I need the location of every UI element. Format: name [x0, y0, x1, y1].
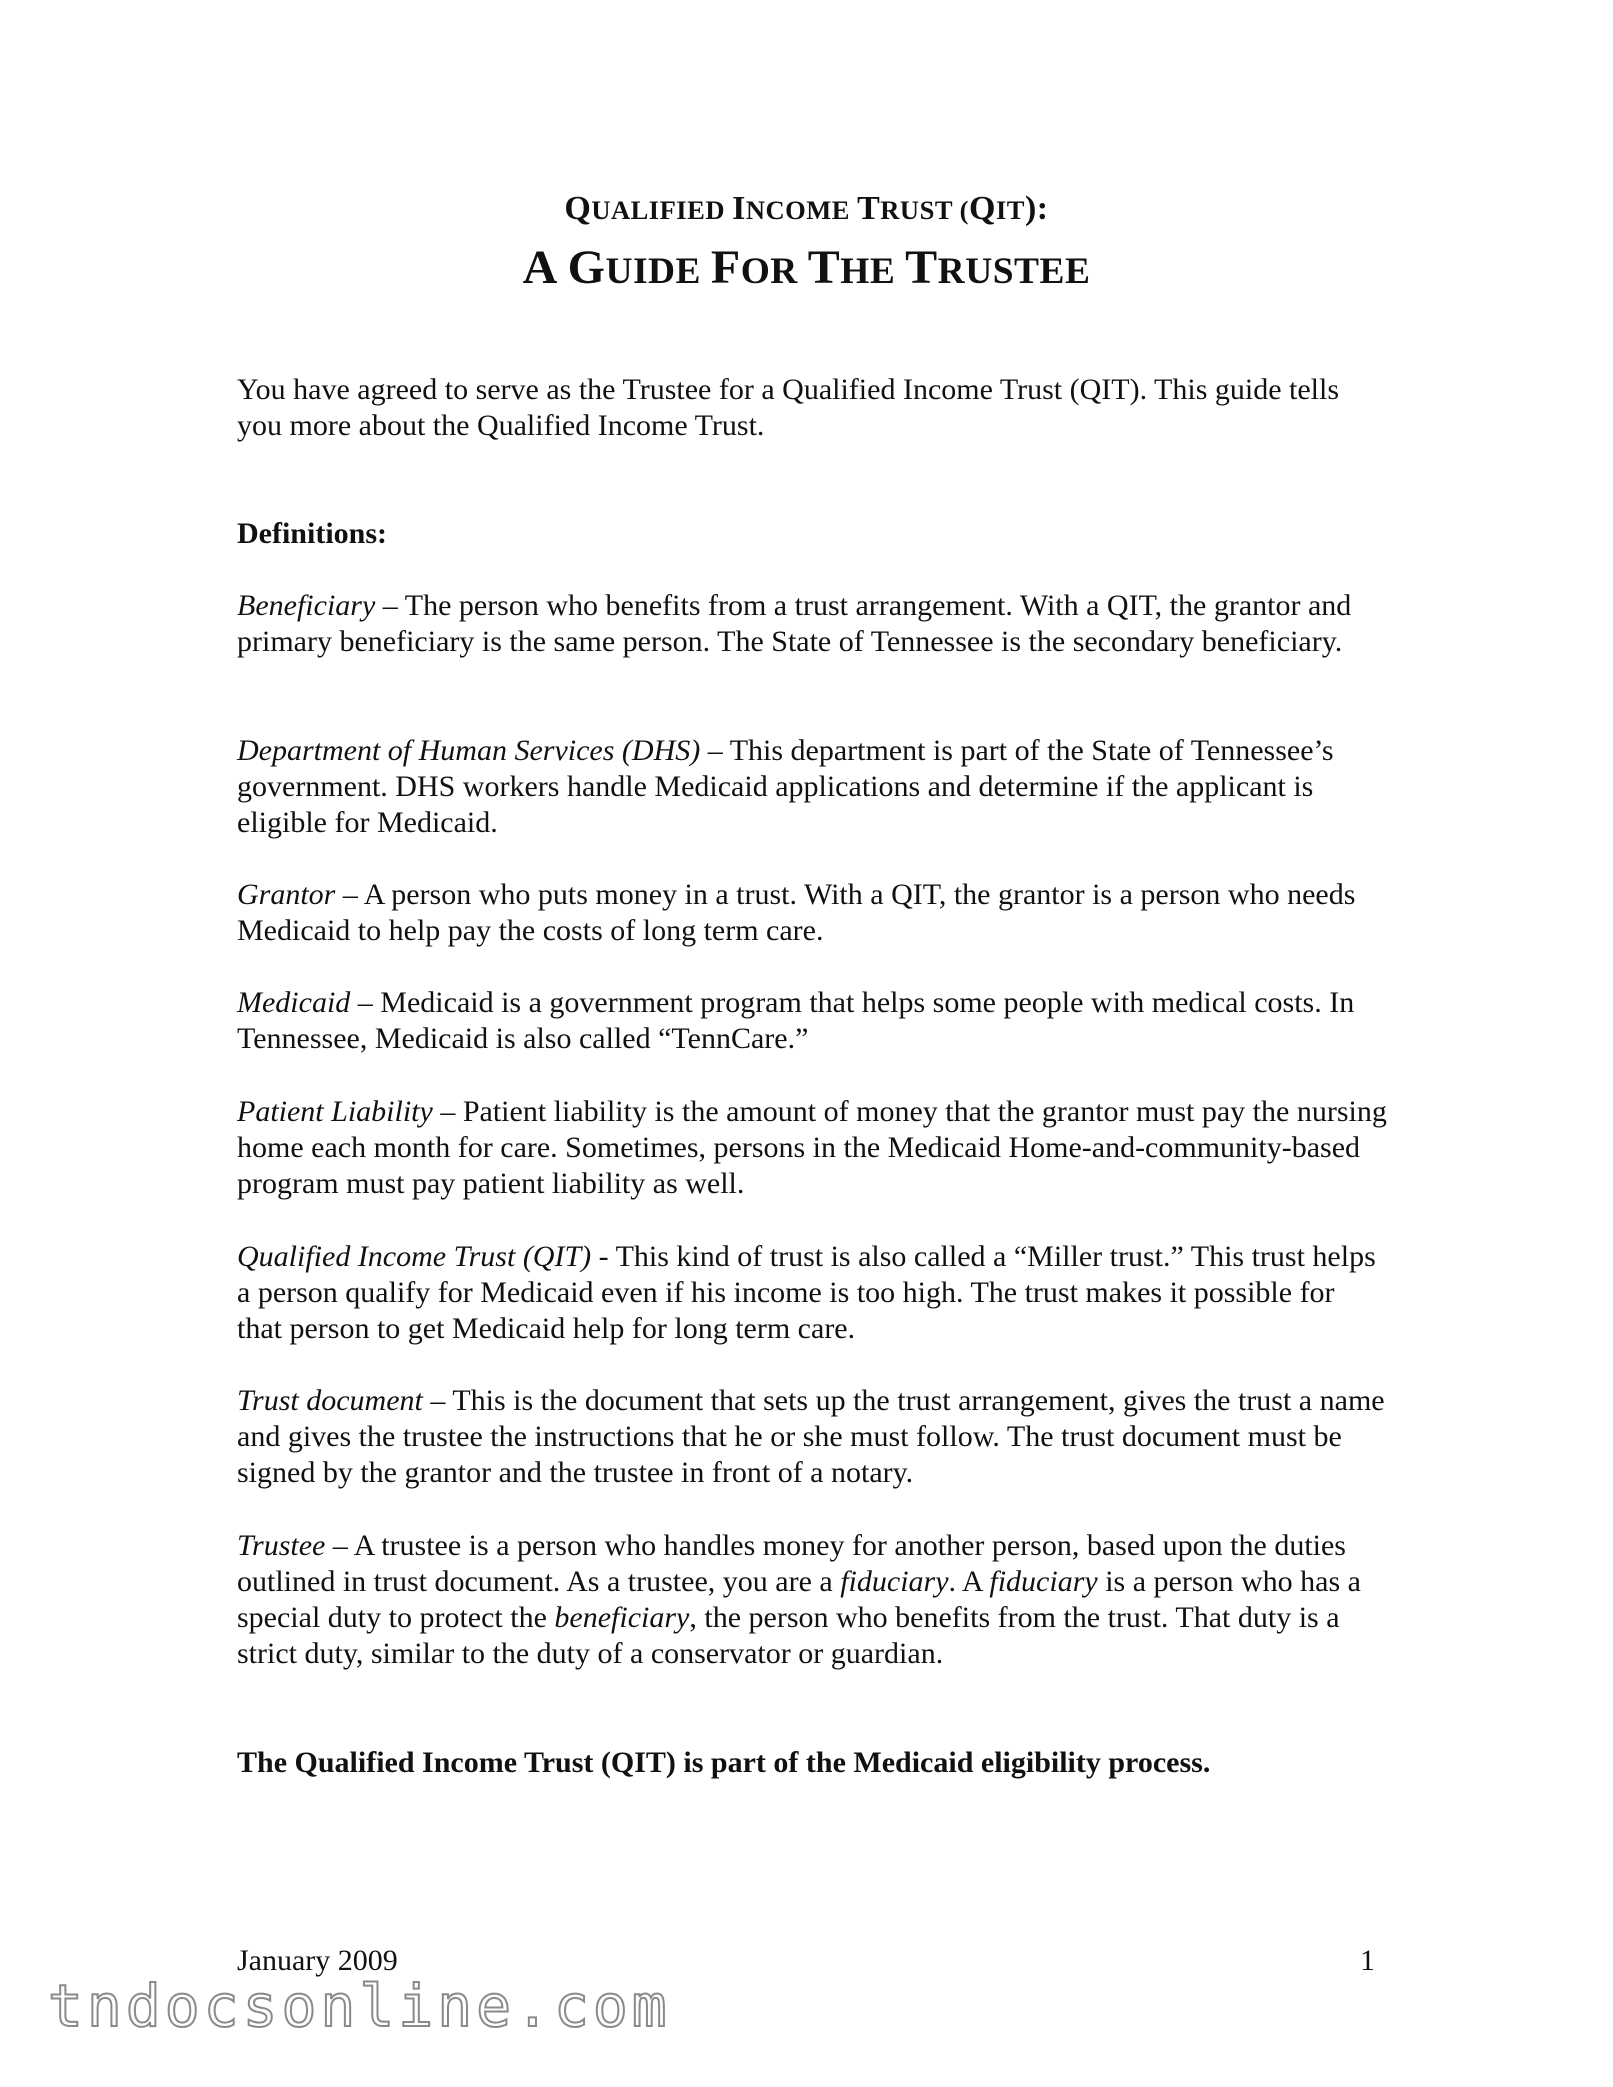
title-text: IT: [995, 195, 1025, 225]
emphasis-term: fiduciary: [989, 1565, 1098, 1598]
title-text: HE: [840, 251, 906, 292]
title-text: G: [567, 241, 606, 294]
definition-qit: [237, 1239, 1387, 1347]
definition-term: Qualified Income Trust (QIT): [237, 1240, 592, 1273]
title-text: ):: [1024, 190, 1049, 227]
definition-term: Beneficiary: [237, 589, 376, 622]
definition-term: Department of Human Services (DHS): [237, 734, 701, 767]
title-text: A: [522, 241, 568, 294]
definition-text: – The person who benefits from a trust arrangement. With a QIT, the grantor and primary beneficiary is the same person. The State of Tennessee is the secondary beneficiary.: [237, 589, 1352, 658]
emphasis-term: beneficiary: [554, 1601, 690, 1634]
definition-term: Trust document: [237, 1384, 423, 1417]
definition-text: - This kind of trust is also called a “Miller trust.” This trust helps a person qualify for Medicaid even if his income is too high. The trust makes it possible for that person to get Medicaid help for long term care.: [237, 1240, 1376, 1345]
title-text: RUST (: [880, 195, 969, 225]
title-text: F: [710, 241, 741, 294]
definition-term: Medicaid: [237, 986, 351, 1019]
definition-text: is a person who has a special duty to protect the: [237, 1565, 1361, 1634]
definition-text: – This department is part of the State of Tennessee’s government. DHS workers handle Medicaid applications and determine if the applicant is eligible for Medicaid.: [237, 734, 1334, 839]
emphasis-term: fiduciary: [840, 1565, 949, 1598]
definition-patient-liability: [237, 1094, 1387, 1202]
title-line-2: [0, 240, 1613, 295]
title-text: T: [807, 241, 841, 294]
definitions-heading: Definitions:: [237, 517, 387, 550]
title-text: T: [905, 241, 938, 294]
title-text: UIDE: [605, 251, 711, 292]
definition-text: – This is the document that sets up the trust arrangement, gives the trust a name and gives the trustee the instructions that he or she must follow. The trust document must be signed by the grantor and the trustee in front of a notary.: [237, 1384, 1385, 1489]
definition-text: – A person who puts money in a trust. With a QIT, the grantor is a person who needs Medicaid to help pay the costs of long term care.: [237, 878, 1356, 947]
page-number: 1: [1360, 1944, 1375, 1977]
definition-text: – A trustee is a person who handles money for another person, based upon the duties outlined in trust document. As a trustee, you are a: [237, 1529, 1346, 1598]
title-text: T: [857, 190, 881, 227]
title-text: Q: [969, 190, 996, 227]
definition-medicaid: [237, 985, 1387, 1057]
intro-paragraph: You have agreed to serve as the Trustee for a Qualified Income Trust (QIT). This guide tells you more about the Qualified Income Trust.: [237, 373, 1340, 442]
title-line-1: [0, 190, 1613, 228]
title-text: UALIFIED: [591, 195, 733, 225]
definition-grantor: [237, 877, 1387, 949]
title-text: NCOME: [745, 195, 858, 225]
definition-text: , the person who benefits from the trust. That duty is a strict duty, similar to the duty of a conservator or guardian.: [237, 1601, 1340, 1670]
definition-term: Patient Liability: [237, 1095, 433, 1128]
definition-trustee: [237, 1528, 1387, 1672]
definition-term: Trustee: [237, 1529, 326, 1562]
definition-text: – Patient liability is the amount of money that the grantor must pay the nursing home each month for care. Sometimes, persons in the Medicaid Home-and-community-based program must pay patient liability as well.: [237, 1095, 1387, 1200]
definition-text: . A: [948, 1565, 990, 1598]
definition-text: – Medicaid is a government program that helps some people with medical costs. In Tennessee, Medicaid is also called “TennCare.”: [237, 986, 1355, 1055]
watermark-text: tndocsonline.com: [48, 1972, 671, 2040]
definition-beneficiary: [237, 588, 1387, 660]
definition-trust-document: [237, 1383, 1387, 1491]
title-text: I: [732, 190, 746, 227]
title-text: Q: [564, 190, 592, 227]
closing-statement: The Qualified Income Trust (QIT) is part of the Medicaid eligibility process.: [237, 1746, 1211, 1779]
definition-dhs: [237, 733, 1387, 841]
title-text: OR: [740, 251, 808, 292]
footer-date: January 2009: [237, 1944, 398, 1977]
title-text: RUSTEE: [937, 251, 1091, 292]
definition-term: Grantor: [237, 878, 336, 911]
